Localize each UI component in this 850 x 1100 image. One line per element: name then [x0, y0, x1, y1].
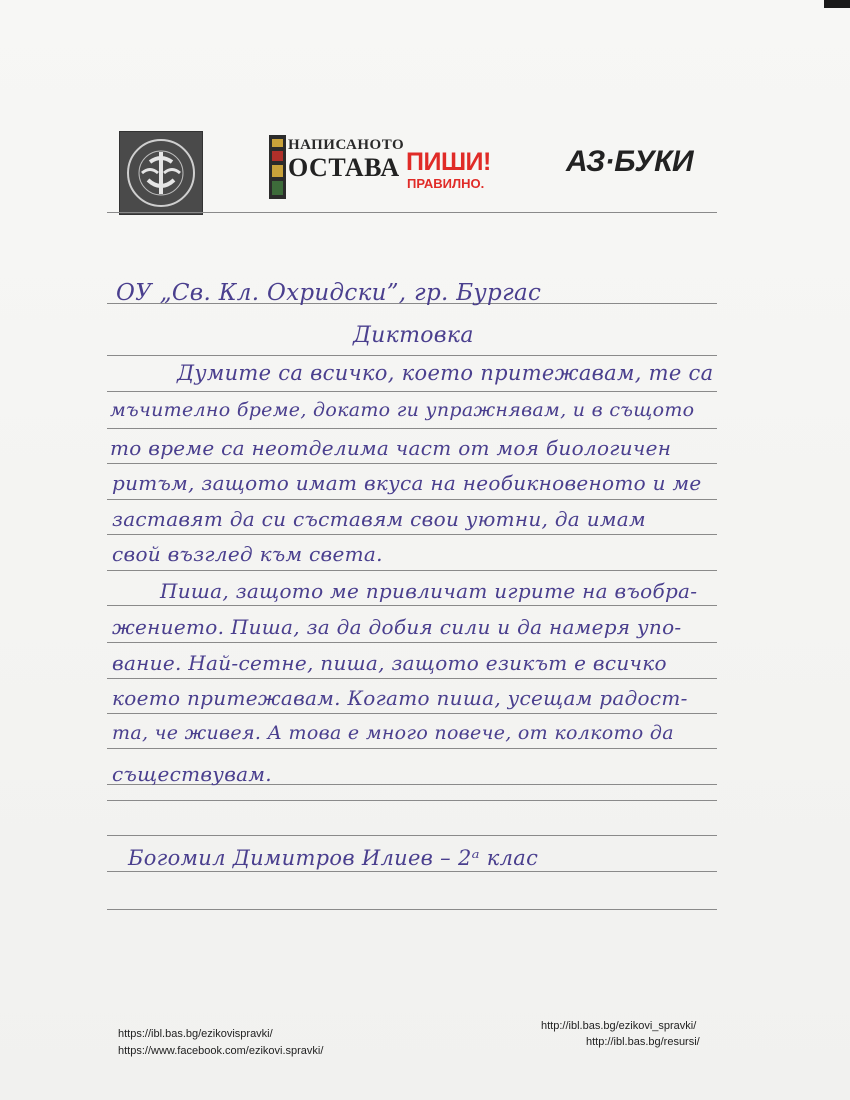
letter-line: съществувам. [112, 762, 272, 786]
napisanoto-text: НАПИСАНОТО [288, 137, 405, 153]
ruled-line [107, 212, 717, 213]
footer-link-ezikovi-spravki[interactable]: http://ibl.bas.bg/ezikovi_spravki/ [541, 1020, 697, 1032]
ruled-line [107, 534, 717, 535]
pishi-text: ПИШИ! [406, 148, 491, 176]
letter-line: жението. Пиша, за да добия сили и да намеря упо- [112, 615, 682, 639]
ruled-line [107, 642, 717, 643]
ruled-line [107, 909, 717, 910]
ruled-line [107, 871, 717, 872]
footer-link-resursi[interactable]: http://ibl.bas.bg/resursi/ [586, 1036, 700, 1048]
letter-line: което притежавам. Когато пиша, усещам радост- [112, 686, 688, 710]
institute-logo [119, 131, 203, 215]
letter-line: ритъм, защото имат вкуса на необикновеното и ме [112, 471, 702, 495]
letter-line: то време са неотделима част от моя биологичен [110, 436, 672, 460]
scan-corner-mark [824, 0, 850, 8]
letter-line: та, че живея. А това е много повече, от колкото да [112, 722, 674, 744]
letter-line: мъчително бреме, докато ги упражнявам, и в същото [110, 399, 695, 421]
ruled-line [107, 748, 717, 749]
ruled-line [107, 570, 717, 571]
ruled-line [107, 355, 717, 356]
napisanoto-ostava-logo [266, 133, 416, 203]
footer-link-facebook[interactable]: https://www.facebook.com/ezikovi.spravki/ [118, 1045, 324, 1057]
letter-line: Пиша, защото ме привличат игрите на въобра- [160, 579, 698, 603]
signature-line: Богомил Димитров Илиев – 2ᵃ клас [128, 846, 539, 870]
letter-line: вание. Най-сетне, пиша, защото езикът е всичко [112, 651, 667, 675]
ruled-line [107, 713, 717, 714]
footer-link-ezikovispravki[interactable]: https://ibl.bas.bg/ezikovispravki/ [118, 1028, 273, 1040]
letter-line: свой възглед към света. [112, 542, 383, 566]
ruled-line [107, 800, 717, 801]
pishi-pravilno-logo [406, 148, 518, 196]
letter-title: Диктовка [353, 323, 474, 348]
ruled-line [107, 605, 717, 606]
ruled-line [107, 499, 717, 500]
letter-line: Думите са всичко, което притежавам, те са [177, 361, 714, 385]
ruled-line [107, 678, 717, 679]
ostava-text: ОСТАВА [288, 153, 400, 182]
school-line: ОУ „Св. Кл. Охридски”, гр. Бургас [116, 280, 542, 306]
ruled-line [107, 835, 717, 836]
ruled-line [107, 463, 717, 464]
letter-line: заставят да си съставям свои уютни, да имам [112, 507, 646, 531]
ruled-line [107, 428, 717, 429]
azbuki-logo: АЗ·БУКИ [566, 145, 694, 178]
ruled-line [107, 391, 717, 392]
pravilno-text: ПРАВИЛНО. [407, 176, 485, 191]
